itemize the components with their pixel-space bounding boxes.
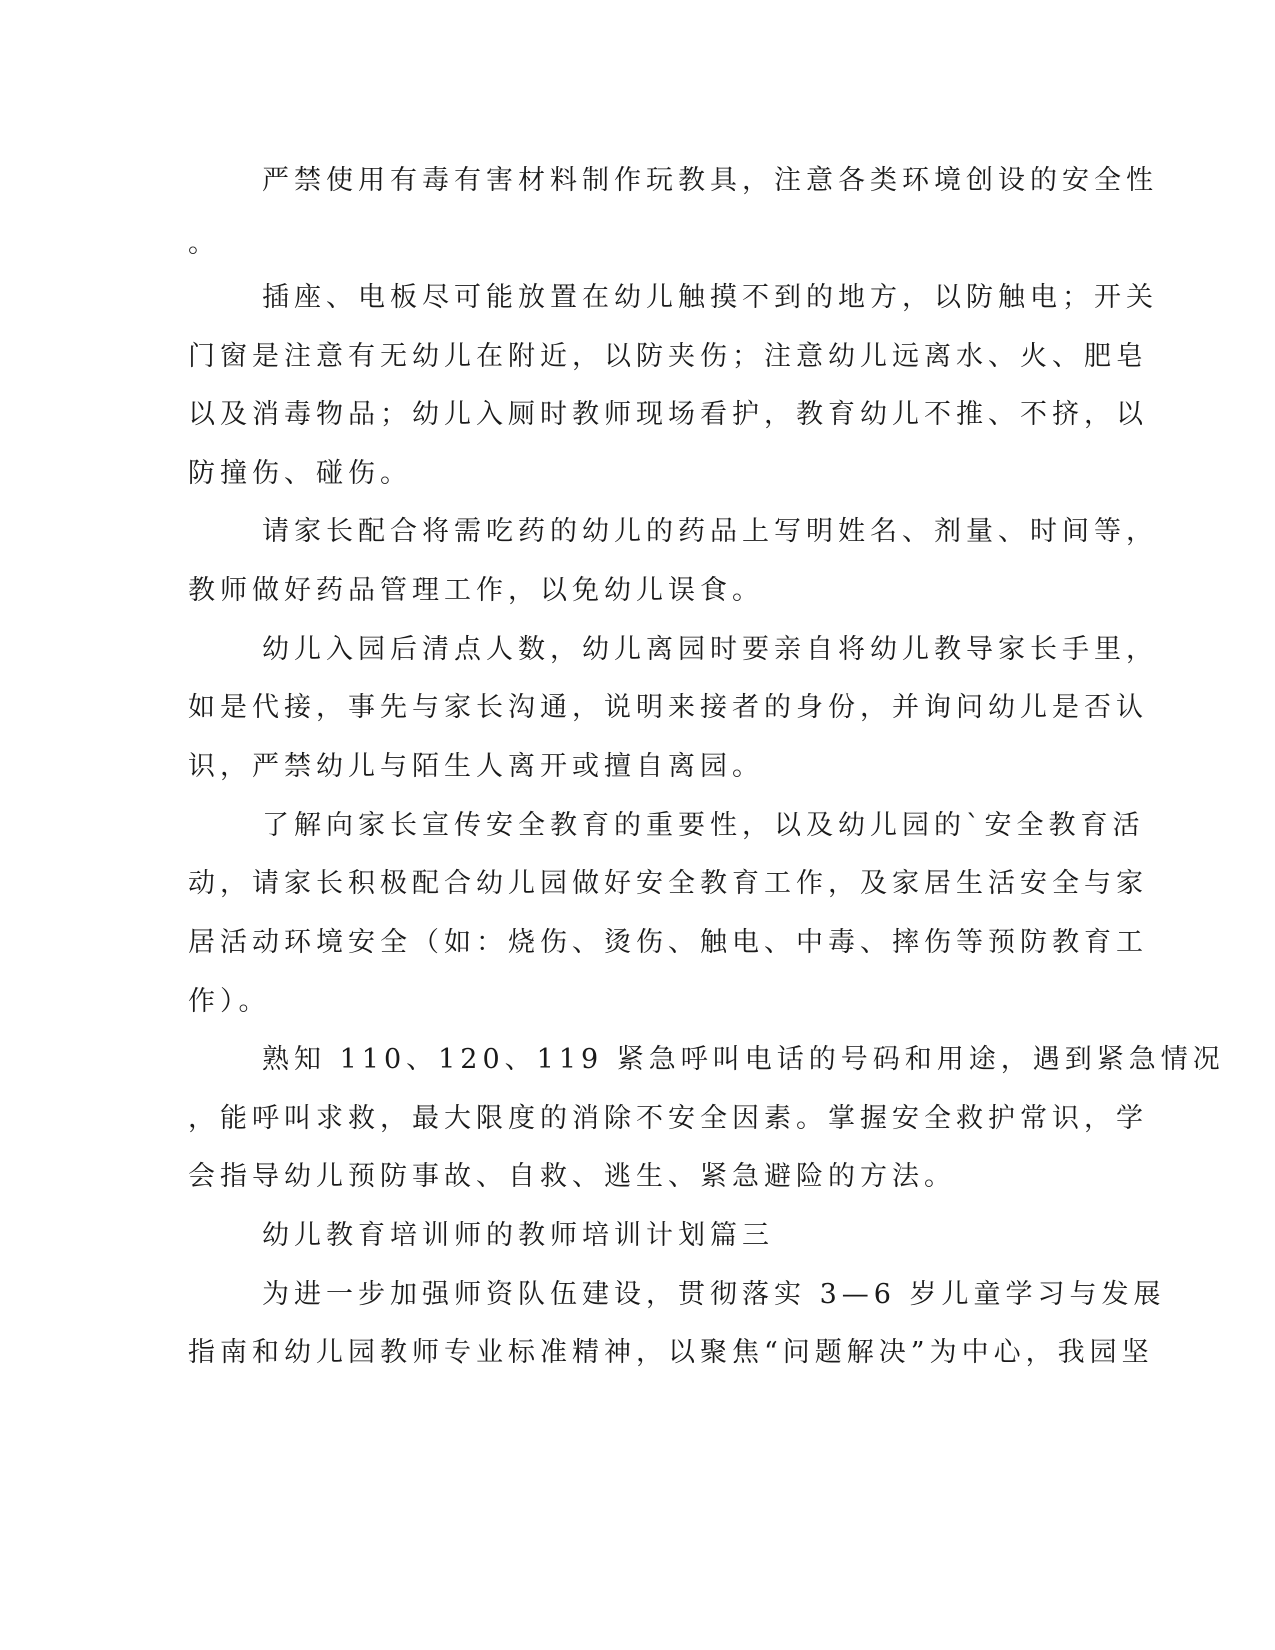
text-line: 防撞伤、碰伤。 — [188, 458, 412, 489]
text-line: 以及消毒物品；幼儿入厕时教师现场看护，教育幼儿不推、不挤，以 — [188, 399, 1148, 430]
text-line: 幼儿入园后清点人数，幼儿离园时要亲自将幼儿教导家长手里， — [262, 634, 1158, 665]
text-line: 门窗是注意有无幼儿在附近，以防夹伤；注意幼儿远离水、火、肥皂 — [188, 341, 1148, 372]
text-line: 指南和幼儿园教师专业标准精神，以聚焦“问题解决”为中心，我园坚 — [188, 1337, 1154, 1368]
text-line: 作）。 — [188, 986, 271, 1017]
text-line: 识，严禁幼儿与陌生人离开或擅自离园。 — [188, 751, 764, 782]
text-line: 严禁使用有毒有害材料制作玩教具，注意各类环境创设的安全性 — [262, 165, 1158, 196]
text-line: 会指导幼儿预防事故、自救、逃生、紧急避险的方法。 — [188, 1161, 956, 1192]
text-line: ，能呼叫求救，最大限度的消除不安全因素。掌握安全救护常识，学 — [188, 1103, 1148, 1134]
text-line: 。 — [188, 228, 220, 259]
text-line: 熟知 110、120、119 紧急呼叫电话的号码和用途，遇到紧急情况 — [262, 1044, 1225, 1075]
text-line: 为进一步加强师资队伍建设，贯彻落实 3—6 岁儿童学习与发展 — [262, 1279, 1166, 1310]
text-line: 动，请家长积极配合幼儿园做好安全教育工作，及家居生活安全与家 — [188, 868, 1148, 899]
text-line: 居活动环境安全（如：烧伤、烫伤、触电、中毒、摔伤等预防教育工 — [188, 927, 1148, 958]
text-line: 教师做好药品管理工作，以免幼儿误食。 — [188, 575, 764, 606]
text-line: 如是代接，事先与家长沟通，说明来接者的身份，并询问幼儿是否认 — [188, 692, 1148, 723]
section-heading: 幼儿教育培训师的教师培训计划篇三 — [262, 1220, 774, 1251]
text-line: 请家长配合将需吃药的幼儿的药品上写明姓名、剂量、时间等， — [262, 516, 1158, 547]
text-line: 了解向家长宣传安全教育的重要性，以及幼儿园的`安全教育活 — [262, 810, 1145, 841]
text-line: 插座、电板尽可能放置在幼儿触摸不到的地方，以防触电；开关 — [262, 282, 1158, 313]
